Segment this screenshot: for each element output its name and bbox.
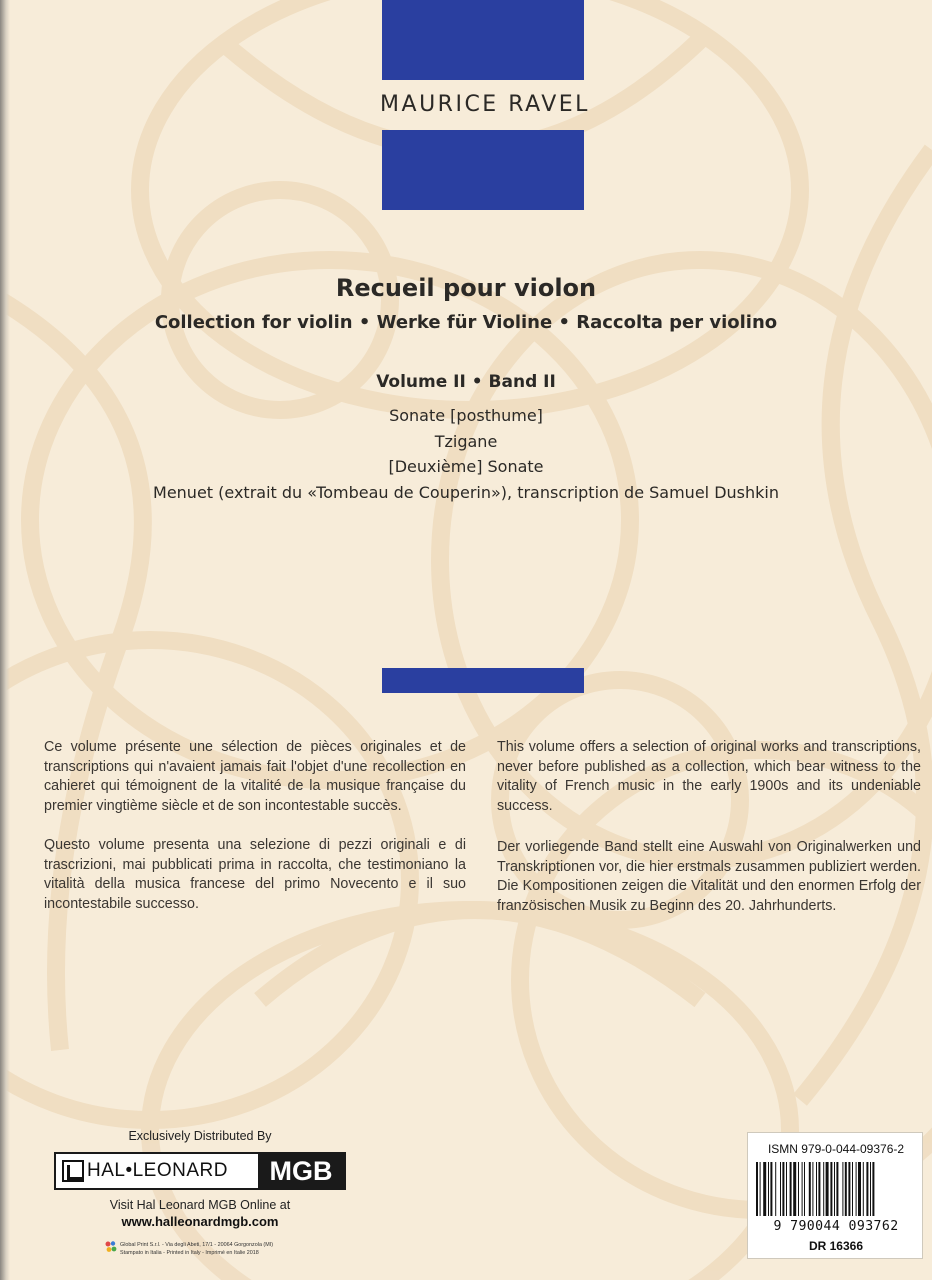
barcode-icon xyxy=(756,1162,916,1222)
logo-left-text: HAL•LEONARD xyxy=(87,1160,228,1181)
blue-divider-bar xyxy=(382,668,584,693)
barcode-digits: 9 790044 093762 xyxy=(773,1219,899,1234)
printer-line: Global Print S.r.l. - Via degli Abeti, 17/1 - 20064 Gorgonzola (MI) xyxy=(120,1242,274,1248)
logo-right-text: MGB xyxy=(258,1154,344,1188)
book-subtitle: Collection for violin • Werke für Violine • Raccolta per violino xyxy=(154,312,778,333)
description-french: Ce volume présente une sélection de pièces originales et de transcriptions qui n'avaient jamais fait l'objet d'une recollection en cahieret qui témoignent de la vitalité de la musique française du premier vingtième siècle et de son incontestable succès. xyxy=(44,739,466,814)
volume-label: Volume II • Band II xyxy=(376,372,556,392)
composer-name: MAURICE RAVEL xyxy=(380,92,590,117)
printer-logo-icon xyxy=(104,1240,118,1254)
description-italian: Questo volume presenta una selezione di pezzi originali e di trascrizioni, mai pubblicati prima in raccolta, che testimoniano la vitalità della musica francese del primo Novecento e il suo incontestabile successo. xyxy=(44,837,466,912)
page-edge-shadow xyxy=(0,0,10,1280)
catalog-code: DR 16366 xyxy=(808,1239,864,1253)
printer-info xyxy=(120,1241,320,1257)
ismn-number: ISMN 979-0-044-09376-2 xyxy=(767,1142,905,1156)
hal-leonard-mgb-logo xyxy=(54,1152,346,1190)
blue-header-block xyxy=(382,0,584,80)
blue-title-block xyxy=(382,130,584,210)
hal-leonard-mark-icon xyxy=(62,1160,84,1182)
contents-item: Sonate [posthume] xyxy=(389,406,543,425)
website-url[interactable]: www.halleonardmgb.com xyxy=(121,1214,279,1229)
printer-line: Stampato in Italia - Printed in Italy - Imprimé en Italie 2018 xyxy=(120,1250,259,1256)
contents-item: Tzigane xyxy=(434,431,498,451)
contents-item: Menuet (extrait du «Tombeau de Couperin»), transcription de Samuel Dushkin xyxy=(153,482,779,502)
book-title: Recueil pour violon xyxy=(335,274,597,302)
distributor-label: Exclusively Distributed By xyxy=(128,1129,272,1143)
barcode-box xyxy=(747,1132,923,1259)
contents-list xyxy=(0,403,932,505)
contents-item: [Deuxième] Sonate xyxy=(388,457,544,476)
description-german: Der vorliegende Band stellt eine Auswahl von Originalwerken und Transkriptionen vor, die hier erstmals zusammen publiziert werden. Die Kompositionen zeigen die Vitalität und den enormen Erfolg der französischen Musik zu Beginn des 20. Jahrhunderts. xyxy=(497,839,921,914)
description-english: This volume offers a selection of original works and transcriptions, never before published as a collection, which bear witness to the vitality of French music in the early 1900s and its undeniable success. xyxy=(497,739,921,814)
visit-text: Visit Hal Leonard MGB Online at xyxy=(109,1198,291,1212)
